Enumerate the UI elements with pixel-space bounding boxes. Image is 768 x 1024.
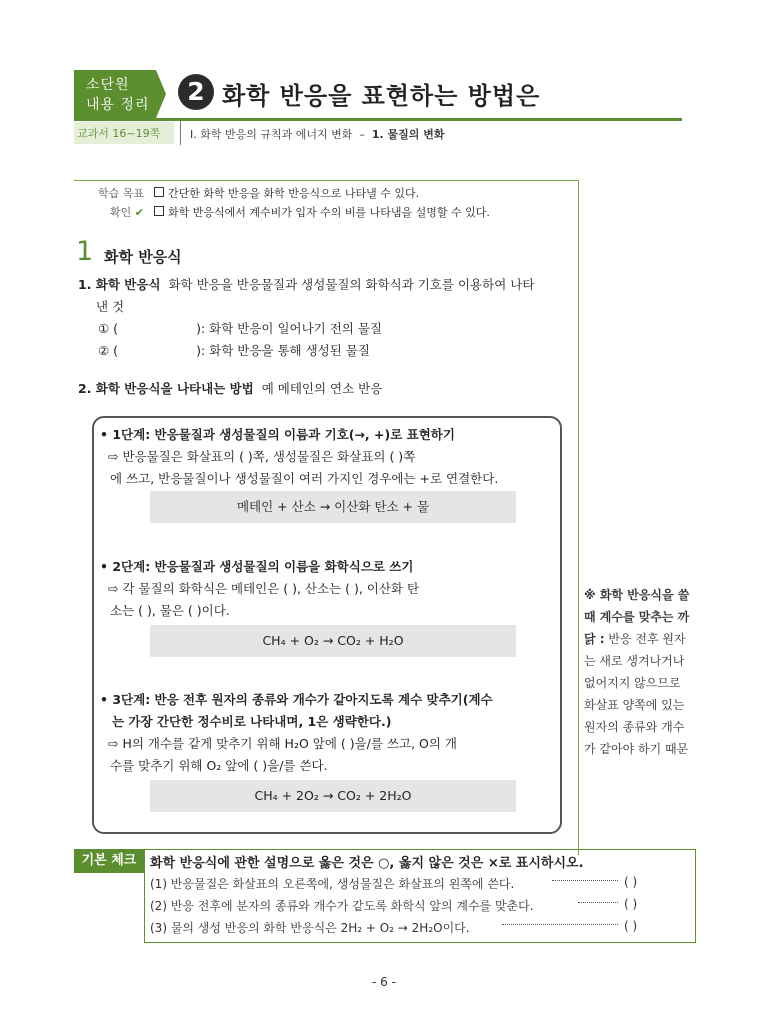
step-2: [100, 556, 556, 622]
definition-text-cont: 낸 것: [96, 299, 125, 314]
badge-line1: 소단원: [86, 77, 130, 93]
step-2-equation: CH₄ + O₂ → CO₂ + H₂O: [150, 625, 516, 657]
leader-dots: [552, 880, 618, 881]
objectives-list: [154, 184, 490, 222]
step-1-line2: 에 쓰고, 반응물질이나 생성물질이 여러 가지인 경우에는 +로 연결한다.: [110, 471, 499, 486]
badge-notch: [156, 70, 166, 118]
step-1: [100, 424, 556, 490]
section-number-badge: 2: [178, 74, 214, 110]
side-note: [584, 584, 694, 760]
step-3-title-cont: 는 가장 간단한 정수비로 나타내며, 1은 생략한다.): [112, 714, 392, 729]
subunit-badge: [74, 70, 156, 118]
definition-label: 1. 화학 반응식: [78, 277, 161, 292]
textbook-pages: 교과서 16~19쪽: [77, 127, 161, 140]
answer-blank[interactable]: ( ): [624, 919, 638, 933]
side-note-text: 반응 전후 원자는 새로 생겨나거나 없어지지 않으므로 화살표 양쪽에 있는 원자의 종류와 개수가 같아야 하기 때문: [584, 632, 689, 756]
method-label: 2. 화학 반응식을 나타내는 방법: [78, 381, 254, 396]
basic-check-tab: 기본 체크: [74, 849, 144, 873]
badge-line2: 내용 정리: [86, 97, 150, 113]
answer-blank[interactable]: ( ): [624, 875, 638, 889]
step-1-title: • 1단계: 반응물질과 생성물질의 이름과 기호(→, +)로 표현하기: [100, 427, 455, 442]
leader-dots: [502, 924, 618, 925]
method-example: 예 메테인의 연소 반응: [261, 381, 383, 396]
step-2-line2: 소는 ( ), 물은 ( )이다.: [110, 603, 230, 618]
section-title: 화학 반응식: [104, 248, 182, 266]
check-item: (2) 반응 전후에 분자의 종류와 개수가 같도록 화학식 앞의 계수를 맞춘다.: [150, 899, 534, 913]
blank-item-1: ① ( ): 화학 반응이 일어나기 전의 물질: [98, 321, 382, 336]
check-icon: ✔: [134, 206, 144, 219]
header-rule: [74, 118, 682, 121]
breadcrumb: [190, 126, 445, 142]
objective-item: 화학 반응식에서 계수비가 입자 수의 비를 나타냄을 설명할 수 있다.: [154, 203, 490, 222]
blank-item-2: ② ( ): 화학 반응을 통해 생성된 물질: [98, 343, 370, 358]
step-1-equation: 메테인 + 산소 → 이산화 탄소 + 물: [150, 491, 516, 523]
step-3-line2: 수를 맞추기 위해 O₂ 앞에 ( )을/를 쓴다.: [110, 758, 328, 773]
breadcrumb-unit: Ⅰ. 화학 반응의 규칙과 에너지 변화: [190, 128, 353, 141]
breadcrumb-divider: [180, 121, 181, 145]
checkbox-icon[interactable]: [154, 206, 164, 216]
breadcrumb-current: 1. 물질의 변화: [371, 128, 445, 141]
checkbox-icon[interactable]: [154, 187, 164, 197]
basic-check-question: 화학 반응식에 관한 설명으로 옳은 것은 ○, 옳지 않은 것은 ×로 표시하시오.: [150, 856, 584, 871]
page-number: - 6 -: [372, 975, 396, 989]
objectives-label-line1: 학습 목표: [97, 187, 144, 200]
objectives-label-line2: 확인 ✔: [110, 206, 144, 219]
side-note-title: ※ 화학 반응식을 쓸 때 계수를 맞추는 까닭 :: [584, 588, 690, 646]
page-title: 화학 반응을 표현하는 방법은: [222, 82, 541, 110]
step-3: [100, 689, 556, 777]
check-item: (3) 물의 생성 반응의 화학 반응식은 2H₂ + O₂ → 2H₂O이다.: [150, 921, 470, 935]
step-3-equation: CH₄ + 2O₂ → CO₂ + 2H₂O: [150, 780, 516, 812]
check-item: (1) 반응물질은 화살표의 오른쪽에, 생성물질은 화살표의 왼쪽에 쓴다.: [150, 877, 515, 891]
margin-column-rule: [578, 180, 579, 855]
breadcrumb-separator: –: [359, 128, 365, 141]
objective-item: 간단한 화학 반응을 화학 반응식으로 나타낼 수 있다.: [154, 184, 490, 203]
step-2-title: • 2단계: 반응물질과 생성물질의 이름을 화학식으로 쓰기: [100, 559, 414, 574]
answer-blank[interactable]: ( ): [624, 897, 638, 911]
step-3-line1: ⇨ H의 개수를 같게 맞추기 위해 H₂O 앞에 ( )을/를 쓰고, O의 개: [108, 736, 458, 751]
step-1-line1: ⇨ 반응물질은 화살표의 ( )쪽, 생성물질은 화살표의 ( )쪽: [108, 449, 416, 464]
method-heading: [78, 378, 382, 400]
leader-dots: [578, 902, 618, 903]
objectives-label: [80, 184, 144, 222]
definition-text: 화학 반응을 반응물질과 생성물질의 화학식과 기호를 이용하여 나타: [168, 277, 535, 292]
section-number: 1: [76, 236, 94, 267]
step-3-title: • 3단계: 반응 전후 원자의 종류와 개수가 같아지도록 계수 맞추기(계수: [100, 692, 493, 707]
content-top-rule: [74, 180, 578, 181]
step-2-line1: ⇨ 각 물질의 화학식은 메테인은 ( ), 산소는 ( ), 이산화 탄: [108, 581, 420, 596]
definition-block: [78, 274, 572, 362]
